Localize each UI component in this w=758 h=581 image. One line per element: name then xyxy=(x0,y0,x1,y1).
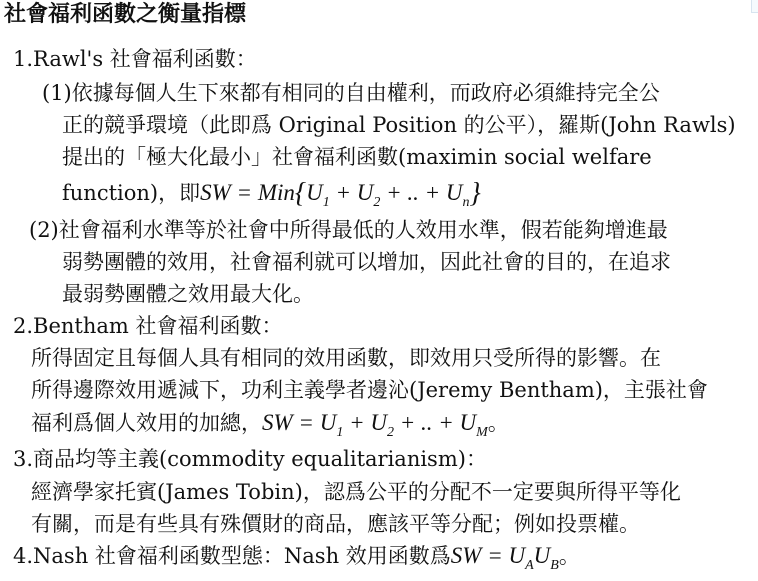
page-title: 社會福利函數之衡量指標 xyxy=(4,2,247,27)
tobin-line1: 經濟學家托賓(James Tobin)，認爲公平的分配不一定要與所得平等化 xyxy=(31,480,681,504)
heading-nash xyxy=(13,541,580,581)
heading-bentham: 2.Bentham 社會福利函數： xyxy=(13,314,283,338)
rawls-formula: SW = $Min\{U_1 + U_2$ + .. + $U_n$} xyxy=(200,178,481,210)
rawls-point2-line2: 弱勢團體的效用，社會福利就可以增加，因此社會的目的，在追求 xyxy=(62,250,671,274)
rawls-point1-line3: 提出的「極大化最小」社會福利函數(maximin social welfare xyxy=(62,145,652,169)
tobin-line2: 有關，而是有些具有殊價財的商品，應該平等分配；例如投票權。 xyxy=(31,512,640,536)
rawls-point1-line4 xyxy=(62,178,481,218)
bentham-line2: 所得邊際效用遞減下，功利主義學者邊沁(Jeremy Bentham)，主張社會 xyxy=(31,378,708,402)
rawls-point2-line3: 最弱勢團體之效用最大化。 xyxy=(62,282,314,306)
bentham-line3 xyxy=(31,408,509,448)
heading-commodity: 3.商品均等主義(commodity equalitarianism)： xyxy=(13,447,487,471)
bentham-line3-text: 福利爲個人效用的加總， xyxy=(31,411,262,435)
nash-text: 4.Nash 社會福利函數型態：Nash 效用函數爲 xyxy=(13,544,451,568)
rawls-point1-line2: 正的競爭環境（此即爲 Original Position 的公平），羅斯(John Rawls) xyxy=(62,113,736,137)
rawls-line4-text: function)，即 xyxy=(62,181,201,205)
bentham-line1: 所得固定且每個人具有相同的效用函數，即效用只受所得的影響。在 xyxy=(31,346,661,370)
bentham-line3-end: 。 xyxy=(487,411,509,435)
rawls-point1-line1: (1)依據每個人生下來都有相同的自由權利，而政府必須維持完全公 xyxy=(42,81,660,105)
bentham-formula: SW = $U_1 + U_2$ + .. + $U_M$ xyxy=(262,410,488,440)
heading-rawls: 1.Rawl's 社會福利函數： xyxy=(13,47,257,71)
rawls-point2-line1: (2)社會福利水準等於社會中所得最低的人效用水準，假若能夠增進最 xyxy=(29,218,668,242)
nash-formula: SW = $U_AU_B$ xyxy=(450,543,559,573)
page-corner-marker xyxy=(751,0,758,13)
nash-end: 。 xyxy=(558,544,580,568)
